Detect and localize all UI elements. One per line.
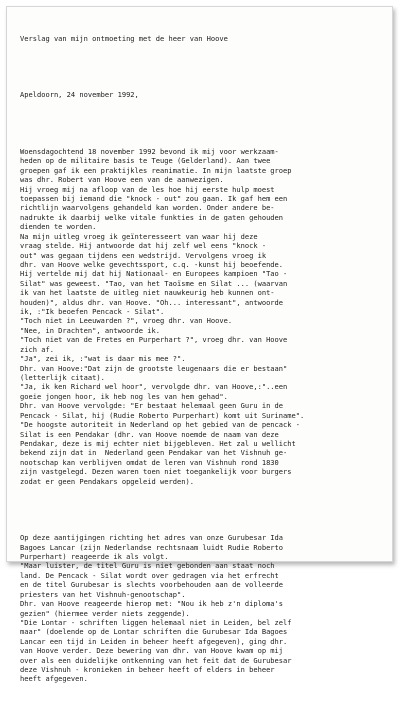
text-line: zich af. <box>20 344 54 354</box>
text-line: Na mijn uitleg vroeg ik geïnteresseert van waar hij deze <box>20 231 258 241</box>
text-line: vraag stelde. Hij antwoorde dat hij zelf wel eens "knock - <box>20 241 267 251</box>
text-line: priesters van het Vishnuh-genootschap". <box>20 589 186 599</box>
text-line: (letterlijk citaat). <box>20 373 105 382</box>
text-line: Silat" was geweest. "Tao, van het Taoïsme en Silat ... (waarvan <box>20 278 288 288</box>
text-line: Purperhart) reageerde ik als volgt. <box>20 552 169 561</box>
text-line: zodat er geen Pendakars opgeleid werden). <box>20 476 194 486</box>
text-line: was dhr. Robert van Hoove een van de aanwezigen. <box>20 175 224 185</box>
text-line: out" was gegaan tijdens een wedstrijd. Vervolgens vroeg ik <box>20 250 267 260</box>
text-line: nadrukte ik daarbij welke vitale funkties in de gaten gehouden <box>20 212 284 222</box>
text-line: over als een duidelijke ontkenning van het feit dat de Gurubesar <box>20 655 292 665</box>
text-line: "Ja", zei ik, :"wat is daar mis mee ?". <box>20 354 186 364</box>
text-line: maar" (doelende op de Lontar schriften die Gurubesar Ida Bagoes <box>20 627 288 637</box>
text-line: dhr. van Hoove welke gevechtssport, c.q. -kunst hij beoefende. <box>20 259 284 269</box>
text-line: richtlijn waarvolgens gehandeld kan worden. Onder andere be- <box>20 203 275 213</box>
text-line: Bagoes Lancar (zijn Nederlandse rechtsnaam luidt Rudie Roberto <box>20 542 284 552</box>
text-line: bekend zijn dat in Nederland geen Pendakar van het Vishnuh ge- <box>20 448 288 458</box>
spacer <box>20 505 390 514</box>
spacer <box>20 119 390 128</box>
paragraph-2 <box>20 533 390 684</box>
text-line: toepassen bij iemand die "knock - out" zou gaan. Ik gaf hem een <box>20 193 288 203</box>
text-line: heeft afgegeven. <box>20 674 88 684</box>
text-line: "Toch niet van de Fretes en Purperhart ?", vroeg dhr. van Hoove <box>20 335 288 345</box>
text-line: Dhr. van Hoove reageerde hierop met: "Nou ik heb z'n diploma's <box>20 599 284 609</box>
text-line: Pendakar, deze is mij echter niet bijgebleven. Het zal u wellicht <box>20 438 296 448</box>
text-line: Lancar een tijd in Leiden in beheer heeft afgegeven), ging dhr. <box>20 636 288 646</box>
text-line: Dhr. van Hoove vervolgde: "Er bestaat helemaal geen Guru in de <box>20 401 284 411</box>
text-line: "Maar luister, de titel Guru is niet gebonden aan staat noch <box>20 561 275 571</box>
document-page <box>6 6 393 684</box>
text-line: zijn vastgelegd. Dezen waren toen niet toegankelijk voor burgers <box>20 467 292 477</box>
text-line: heden op de militaire basis te Teuge (Gelderland). Aan twee <box>20 156 271 166</box>
text-line: en de titel Gurubesar is slechts voorbehouden aan de volleerde <box>20 580 284 590</box>
text-line: gezien" (hiermee verder niets zeggende). <box>20 608 190 618</box>
letter-body <box>20 15 390 703</box>
text-line: "Die Lontar - schriften liggen helemaal niet in Leiden, bel zelf <box>20 617 292 627</box>
text-line: dienden te worden. <box>20 222 97 232</box>
text-line: houden)", aldus dhr. van Hoove. "Oh... interessant", antwoorde <box>20 297 284 307</box>
date-line: Apeldoorn, 24 november 1992, <box>20 90 139 100</box>
text-line: Silat is een Pendakar (dhr. van Hoove noemde de naam van deze <box>20 429 279 439</box>
text-line: "Toch niet in Leeuwarden ?", vroeg dhr. van Hoove. <box>20 316 233 326</box>
text-line: van Hoove verder. Deze bewering van dhr. van Hoove kwam op mij <box>20 646 284 656</box>
text-line: groepen gaf ik een praktijkles reanimatie. In mijn laatste groep <box>20 165 292 175</box>
paragraph-1 <box>20 147 390 486</box>
text-line: Pencack - Silat, hij (Rudie Roberto Purperhart) komt uit Suriname". <box>20 410 305 420</box>
text-line: ik van het laatste de uitleg niet nauwkeurig heb kunnen ont- <box>20 288 275 298</box>
text-line: Woensdagochtend 18 november 1992 bevond ik mij voor werkzaam- <box>20 146 279 156</box>
text-line: nootschap kan verblijven omdat de leren van Vishnuh rond 1830 <box>20 457 279 467</box>
text-line: "Nee, in Drachten", antwoorde ik. <box>20 325 161 335</box>
text-line: "Ja, ik ken Richard wel hoor", vervolgde dhr. van Hoove,:"..een <box>20 382 288 392</box>
text-line: "De hoogste autoriteit in Nederland op het gebied van de pencack - <box>20 420 301 430</box>
text-line: ik, :"Ik beoefen Pencack - Silat". <box>20 307 165 317</box>
text-line: Op deze aantijgingen richting het adres van onze Gurubesar Ida <box>20 533 284 543</box>
spacer <box>20 62 390 71</box>
text-line: Dhr. van Hoove:"Dat zijn de grootste leugenaars die er bestaan" <box>20 363 288 373</box>
text-line: land. De Pencack - Silat wordt over gedragen via het erfrecht <box>20 570 279 580</box>
text-line: deze Vishnuh - kronieken in beheer heeft of elders in beheer <box>20 665 275 675</box>
text-line: Hij vertelde mij dat hij Nationaal- en Europees kampioen "Tao - <box>20 269 288 279</box>
document-title: Verslag van mijn ontmoeting met de heer van Hoove <box>20 33 228 43</box>
text-line: goeie jongen hoor, ik heb nog les van hem gehad". <box>20 391 228 401</box>
text-line: Hij vroeg mij na afloop van de les hoe hij eerste hulp moest <box>20 184 275 194</box>
